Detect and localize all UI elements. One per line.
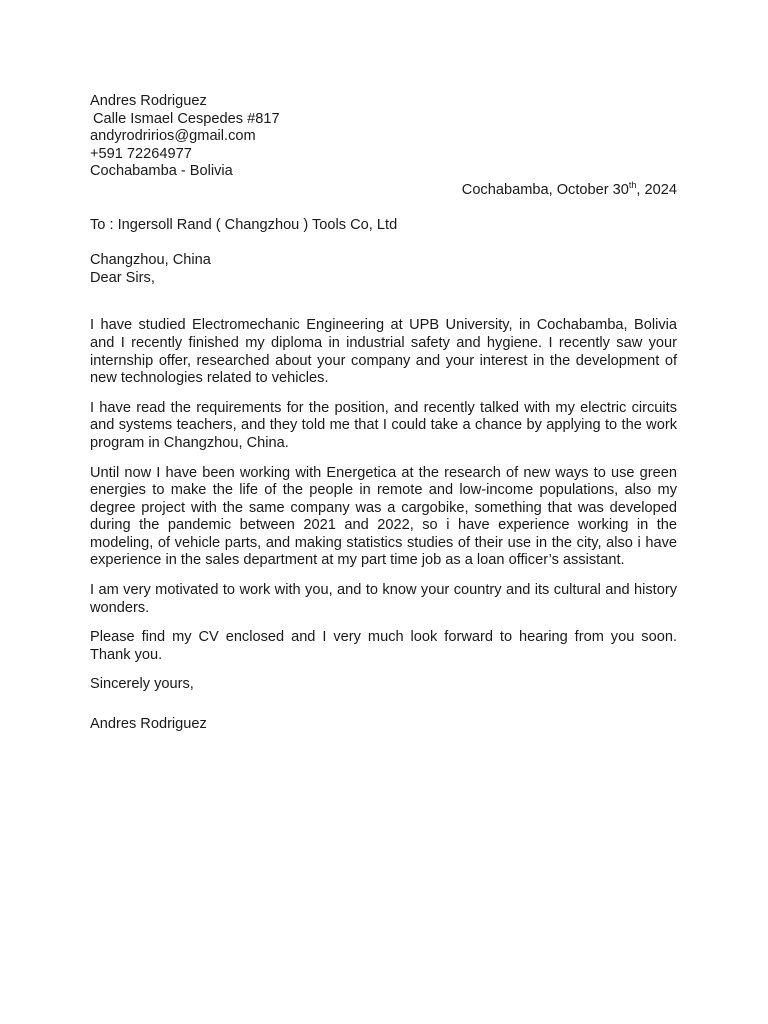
sender-street: Calle Ismael Cespedes #817	[93, 110, 280, 127]
date-year: , 2024	[636, 181, 677, 198]
body-paragraph-4: I am very motivated to work with you, and to know your country and its cultural and history wonders.	[90, 582, 677, 616]
sender-name: Andres Rodriguez	[90, 93, 207, 109]
body-paragraph-5: Please find my CV enclosed and I very much look forward to hearing from you soon. Thank you.	[90, 629, 677, 663]
recipient-line: To : Ingersoll Rand ( Changzhou ) Tools Co, Ltd	[90, 216, 398, 233]
sender-email: andyrodririos@gmail.com	[90, 128, 256, 145]
date-prefix: Cochabamba, October 30	[461, 181, 629, 198]
body-paragraph-2: I have read the requirements for the position, and recently talked with my electric circuits and systems teachers, and they told me that I could take a chance by applying to the work program in Changzhou, China.	[90, 399, 677, 451]
sender-city: Cochabamba - Bolivia	[90, 163, 233, 180]
letter-date	[90, 179, 677, 200]
body-paragraph-1: I have studied Electromechanic Engineering at UPB University, in Cochabamba, Bolivia and I recently finished my diploma in industrial safety and hygiene. I recently saw your internship offer, researched about your company and your interest in the development of new technologies related to vehicles.	[90, 317, 677, 387]
date-ordinal-suffix: th	[628, 179, 637, 190]
signature-name: Andres Rodriguez	[90, 716, 207, 733]
salutation: Dear Sirs,	[90, 269, 155, 286]
closing: Sincerely yours,	[90, 676, 194, 693]
body-paragraph-3: Until now I have been working with Energetica at the research of new ways to use green energies to make the life of the people in remote and low-income populations, also my degree project with the same company was a cargobike, something that was developed during the pandemic between 2021 and 2022, so i have experience working in the modeling, of vehicle parts, and making statistics studies of their use in the city, also i have experience in the sales department at my part time job as a loan officer’s assistant.	[90, 464, 677, 569]
sender-phone: +591 72264977	[90, 145, 192, 162]
cover-letter	[90, 93, 677, 734]
recipient-city: Changzhou, China	[90, 252, 211, 269]
sender-block	[90, 93, 677, 181]
